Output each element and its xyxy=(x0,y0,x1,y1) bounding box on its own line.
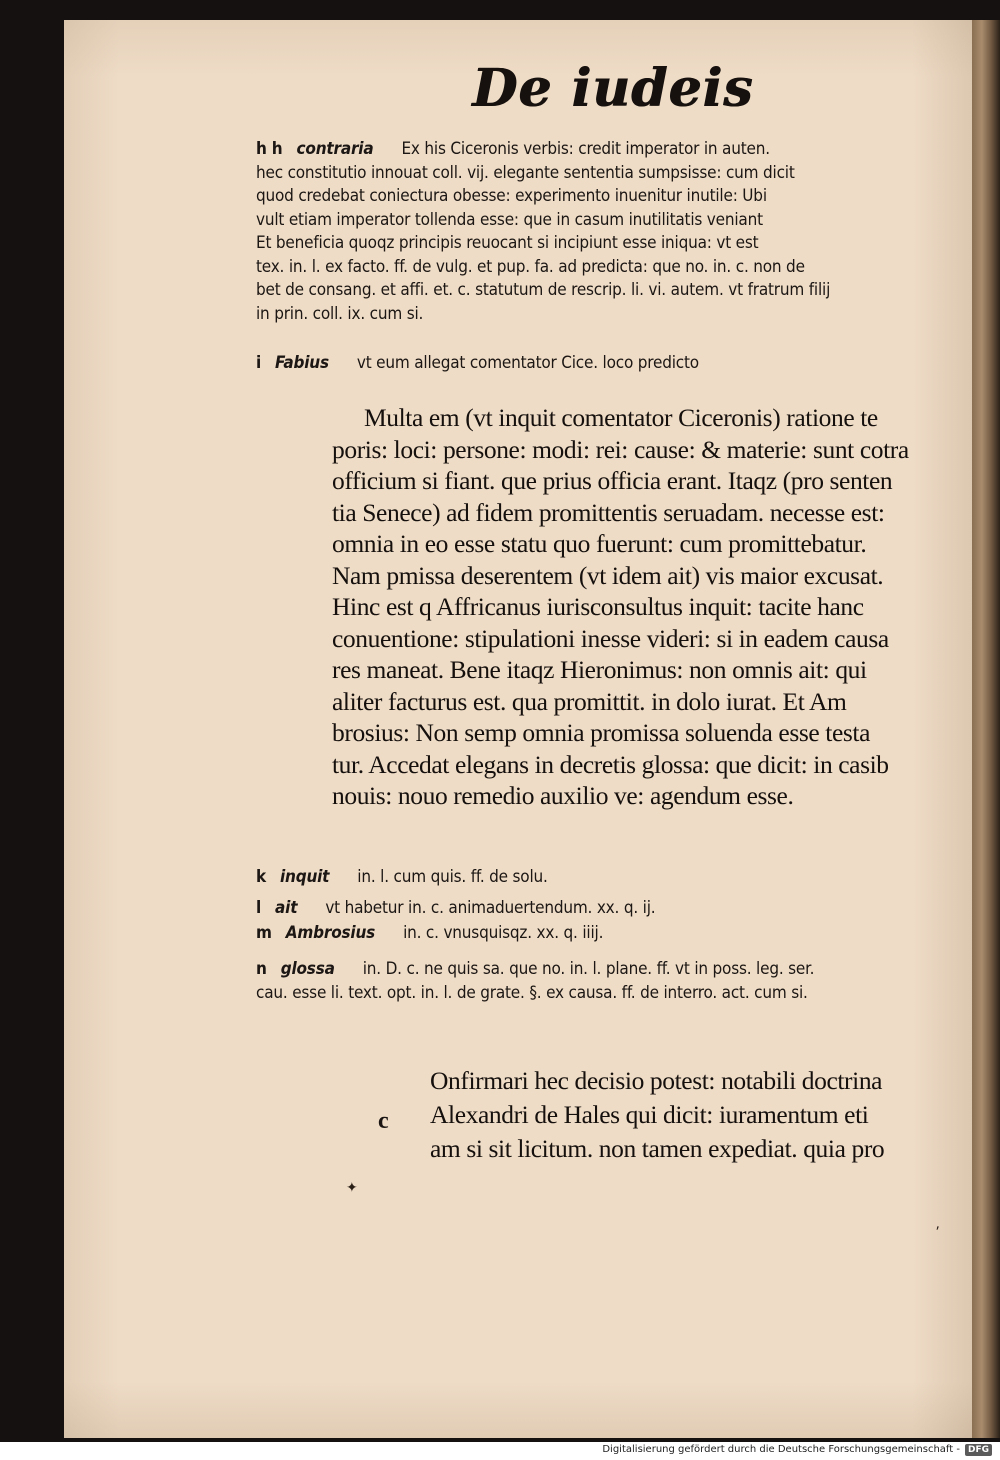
main-text-line: poris: loci: persone: modi: rei: cause: & materie: sunt cotra xyxy=(332,434,909,464)
main-text-line: omnia in eo esse statu quo fuerunt: cum promittebatur. xyxy=(332,529,867,558)
main-text-line: Nam pmissa deserentem (vt idem ait) vis maior excusat. xyxy=(332,560,884,590)
gloss-line: tex. in. l. ex facto. ff. de vulg. et pup. fa. ad predicta: que no. in. c. non de xyxy=(256,256,805,277)
main-text-line: Hinc est q Affricanus iurisconsultus inquit: tacite hanc xyxy=(332,592,864,621)
note-line: cau. esse li. text. opt. in. l. de grate. §. ex causa. ff. de interro. act. cum si. xyxy=(256,982,808,1003)
running-head: De iudeis xyxy=(472,58,754,119)
note-text: vt habetur in. c. animaduertendum. xx. q. ij. xyxy=(325,898,656,918)
note-line xyxy=(256,922,936,946)
note-lemma: ait xyxy=(275,898,298,918)
main-text-line: Alexandri de Hales qui dicit: iuramentum eti xyxy=(430,1100,869,1129)
note-text: in. D. c. ne quis sa. que no. in. l. plane. ff. vt in poss. leg. ser. xyxy=(362,959,815,979)
note-k xyxy=(256,866,936,890)
page-edge xyxy=(972,20,1000,1438)
note-m xyxy=(256,922,936,946)
gloss-line: quod credebat coniectura obesse: experimento inuenitur inutile: Ubi xyxy=(256,186,767,206)
note-marker: n xyxy=(256,959,267,979)
gloss-lemma: Fabius xyxy=(275,353,329,373)
main-text-block-2 xyxy=(430,1064,970,1166)
gloss-lemma: contraria xyxy=(296,139,374,159)
gloss-marker: i xyxy=(256,353,262,373)
main-text-line: officium si fiant. que prius officia erant. Itaqz (pro senten xyxy=(332,466,893,495)
note-l xyxy=(256,897,936,921)
margin-letter: c xyxy=(378,1108,389,1134)
gloss-text: vt eum allegat comentator Cice. loco predicto xyxy=(356,353,699,373)
gloss-line xyxy=(256,352,936,376)
note-text: in. l. cum quis. ff. de solu. xyxy=(357,867,548,887)
gloss-text: Ex his Ciceronis verbis: credit imperator in auten. xyxy=(401,139,770,159)
note-line xyxy=(256,866,936,890)
main-text-line: tia Senece) ad fidem promittentis seruadam. necesse est: xyxy=(332,497,885,527)
gloss-line: vult etiam imperator tollenda esse: que in casum inutilitatis veniant xyxy=(256,209,763,230)
footer-credit: Digitalisierung gefördert durch die Deutsche Forschungsgemeinschaft - xyxy=(602,1444,960,1455)
gloss-marker: h h xyxy=(256,139,283,159)
main-text-line: am si sit licitum. non tamen expediat. quia pro xyxy=(430,1134,885,1163)
main-text-line: conuentione: stipulationi inesse videri: si in eadem causa xyxy=(332,623,889,653)
stray-ink-mark: ✦ xyxy=(346,1180,358,1196)
main-text-line: tur. Accedat elegans in decretis glossa: que dicit: in casib xyxy=(332,749,889,779)
note-lemma: inquit xyxy=(279,867,330,887)
note-marker: l xyxy=(256,898,262,918)
note-lemma: glossa xyxy=(280,959,335,979)
gloss-line: hec constitutio innouat coll. vij. elegante sententia sumpsisse: cum dicit xyxy=(256,162,795,183)
note-n xyxy=(256,958,936,1005)
gloss-block-hh xyxy=(256,138,936,326)
dfg-logo: DFG xyxy=(965,1444,992,1456)
note-line xyxy=(256,958,936,982)
main-text-line: brosius: Non semp omnia promissa soluenda esse testa xyxy=(332,718,870,747)
main-text-line: Onfirmari hec decisio potest: notabili doctrina xyxy=(430,1066,883,1095)
main-text-line: nouis: nouo remedio auxilio ve: agendum esse. xyxy=(332,781,794,810)
main-text-block xyxy=(332,402,954,812)
note-lemma: Ambrosius xyxy=(285,923,376,943)
gloss-line: in prin. coll. ix. cum si. xyxy=(256,303,424,324)
note-marker: m xyxy=(256,923,272,943)
stray-ink-mark: ⸴ xyxy=(936,1218,940,1234)
gloss-line xyxy=(256,138,936,162)
main-text-line: aliter facturus est. qua promittit. in dolo iurat. Et Am xyxy=(332,686,847,716)
gloss-line: Et beneficia quoqz principis reuocant si incipiunt esse iniqua: vt est xyxy=(256,233,759,253)
main-text-line: Multa em (vt inquit comentator Ciceronis) ratione te xyxy=(364,403,878,432)
gloss-line: bet de consang. et affi. et. c. statutum de rescrip. li. vi. autem. vt fratrum filij xyxy=(256,280,831,300)
main-text-line: res maneat. Bene itaqz Hieronimus: non omnis ait: qui xyxy=(332,655,867,684)
note-text: in. c. vnusquisqz. xx. q. iiij. xyxy=(403,923,604,943)
note-marker: k xyxy=(256,867,266,887)
gloss-block-i xyxy=(256,352,936,376)
note-line xyxy=(256,897,936,921)
